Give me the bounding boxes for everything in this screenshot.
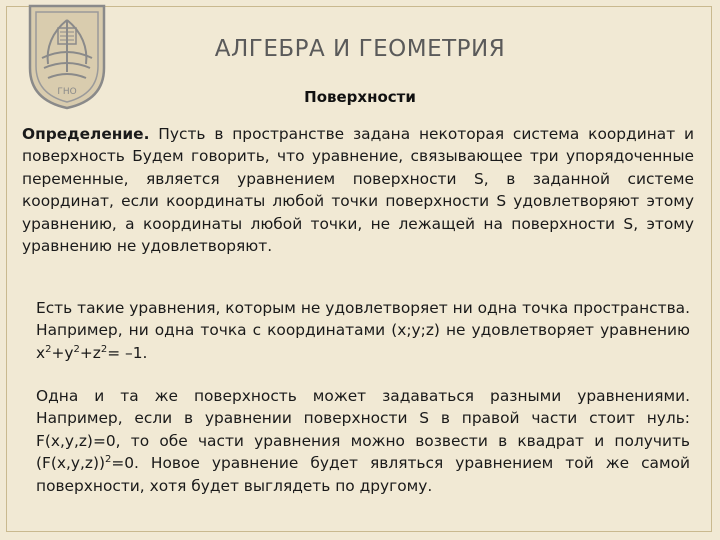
- equation-rhs: = –1.: [107, 343, 148, 362]
- equation-z: +z: [79, 343, 101, 362]
- definition-paragraph: [22, 123, 694, 257]
- exponent-y: 2: [73, 343, 80, 355]
- definition-term: Определение.: [22, 125, 150, 143]
- exponent-z: 2: [100, 343, 108, 355]
- definition-text: Пусть в пространстве задана некоторая система координат и поверхность Будем говорить, что уравнение, связывающее три упорядоченные переменные, является уравнением поверхности S, в заданной системе координат, если координаты любой точки поверхности S удовлетворяют этому уравнению, а координаты любой точки, не лежащей на поверхности S, этому уравнению не удовлетворяют.: [22, 125, 694, 256]
- exponent-x: 2: [45, 343, 52, 355]
- note-exponent: 2: [104, 454, 112, 466]
- page-title: АЛГЕБРА И ГЕОМЕТРИЯ: [214, 36, 506, 62]
- equation-y: +y: [51, 343, 74, 362]
- section-subtitle: Поверхности: [304, 88, 416, 106]
- note-paragraph: [36, 385, 690, 497]
- logo-text: ГНО: [57, 87, 77, 97]
- equation-x: x: [36, 343, 46, 362]
- note-tail: =0. Новое уравнение будет являться уравнением той же самой поверхности, хотя будет выглядеть по другому.: [36, 454, 690, 495]
- example-text: Есть такие уравнения, которым не удовлетворяет ни одна точка пространства. Например, ни одна точка с координатами (x;y;z) не удовлетворяет уравнению: [36, 299, 690, 340]
- note-text: Одна и та же поверхность может задаваться разными уравнениями. Например, если в уравнении поверхности S в правой части стоит нуль: F(x,y,z)=0, то обе части уравнения можно возвести в квадрат и получить (F(x,y,z)): [36, 387, 690, 473]
- example-paragraph: [36, 297, 690, 364]
